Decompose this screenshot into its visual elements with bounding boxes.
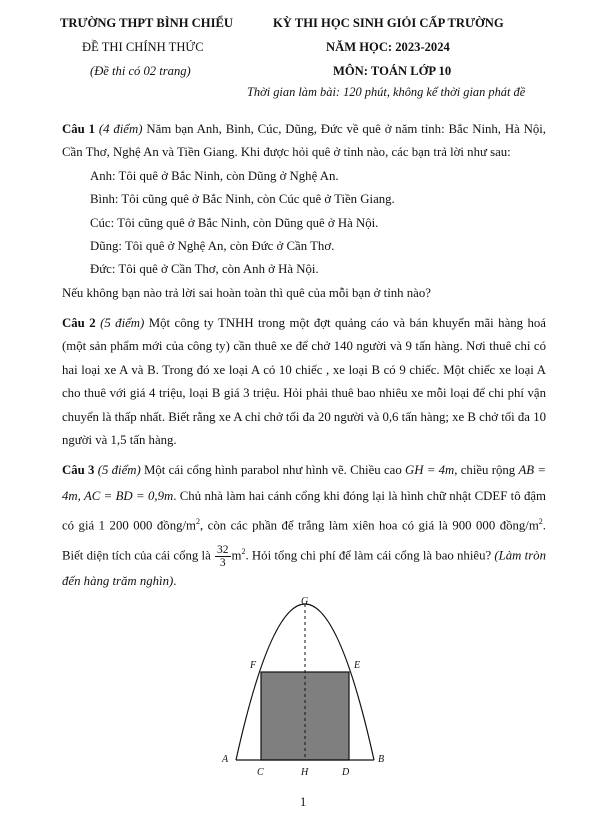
q3-text-1: Một cái cổng hình parabol như hình vẽ. Chiều cao bbox=[140, 463, 405, 477]
q3-sup: 2 bbox=[196, 517, 200, 526]
q1-answer: Cúc: Tôi cũng quê ở Bắc Ninh, còn Dũng quê ở Hà Nội. bbox=[90, 215, 379, 230]
fraction-numerator: 32 bbox=[217, 543, 229, 556]
q2-text: Một công ty TNHH trong một đợt quảng cáo và bán khuyến mãi hàng hoá (một sản phẩm mới của công ty) cần thuê xe để chở 140 người và 9 tấn hàng. Nơi thuê chỉ có hai loại xe A và B. Trong đó xe loại A có 10 chiếc , xe loại B có 9 chiếc. Một chiếc xe loại A cho thuê với giá 4 triệu, loại B giá 3 triệu. Hỏi phải thuê bao nhiêu xe mỗi loại để chi phí vận chuyển là thấp nhất. Biết rằng xe A chỉ chở tối đa 20 người và 0,6 tấn hàng; xe B chở tối đa 10 người và 1,5 tấn hàng. bbox=[62, 316, 546, 448]
q3-text-7: . Hỏi tổng chi phí để làm cái cổng là bao nhiêu? bbox=[245, 548, 495, 563]
q1-answer: Bình: Tôi cũng quê ở Bắc Ninh, còn Cúc quê ở Tiền Giang. bbox=[90, 192, 395, 207]
official-exam-label: ĐỀ THI CHÍNH THỨC bbox=[82, 40, 204, 54]
q3-points: (5 điểm) bbox=[97, 463, 141, 477]
q1-intro: Năm bạn Anh, Bình, Cúc, Dũng, Đức về quê ở năm tỉnh: Bắc Ninh, Hà Nội, Cần Thơ, Nghệ An và Tiền Giang. Khi được hỏi quê ở tỉnh nào, các bạn trả lời như sau: bbox=[62, 122, 546, 160]
q3-sup: 2 bbox=[241, 546, 246, 556]
q1-question: Nếu không bạn nào trả lời sai hoàn toàn thì quê của mỗi bạn ở tỉnh nào? bbox=[62, 285, 431, 300]
q3-text-3: . Chủ nhà làm hai cánh cổng khi đóng lại là hình chữ nhật CDEF tô đậm có giá 1 200 000 đồng/m bbox=[62, 488, 546, 533]
q1-answer: Anh: Tôi quê ở Bắc Ninh, còn Dũng ở Nghệ An. bbox=[90, 168, 339, 183]
label-b: B bbox=[378, 754, 385, 765]
q3-text-4: , còn các phần để trắng làm xiên hoa có giá là 900 000 đồng/m bbox=[200, 518, 539, 533]
label-e: E bbox=[354, 660, 361, 671]
label-f: F bbox=[250, 660, 257, 671]
pages-note: (Đề thi có 02 trang) bbox=[90, 64, 191, 78]
fraction-denominator: 3 bbox=[219, 556, 226, 569]
q2-label: Câu 2 bbox=[62, 316, 96, 330]
page-number: 1 bbox=[300, 795, 307, 809]
subject: MÔN: TOÁN LỚP 10 bbox=[333, 64, 452, 78]
q3-math-ab: AB = 4m, AC = BD = 0,9m bbox=[62, 463, 546, 503]
school-year: NĂM HỌC: 2023-2024 bbox=[326, 40, 450, 54]
q2-points: (5 điểm) bbox=[100, 316, 145, 330]
exam-title: KỲ THI HỌC SINH GIỎI CẤP TRƯỜNG bbox=[273, 16, 504, 30]
school-name: TRƯỜNG THPT BÌNH CHIỂU bbox=[60, 16, 233, 30]
q1-answer: Đức: Tôi quê ở Cần Thơ, còn Anh ở Hà Nội. bbox=[90, 262, 319, 277]
q3-text-5: . Biết diện tích của cái cổng là bbox=[62, 518, 546, 563]
q1-label: Câu 1 bbox=[62, 122, 95, 136]
label-c: C bbox=[257, 767, 264, 778]
q3-label: Câu 3 bbox=[62, 463, 95, 477]
q1-points: (4 điểm) bbox=[98, 122, 143, 136]
q3-sup: 2 bbox=[538, 517, 543, 526]
q3-text-2: , chiều rộng bbox=[454, 463, 516, 477]
label-h: H bbox=[301, 767, 309, 778]
door-rectangle bbox=[261, 672, 349, 760]
q1-answer: Dũng: Tôi quê ở Nghệ An, còn Đức ở Cần Thơ. bbox=[90, 239, 335, 254]
label-d: D bbox=[342, 767, 350, 778]
label-a: A bbox=[222, 754, 229, 765]
q3-math-gh: GH = 4m bbox=[404, 463, 455, 477]
time-note: Thời gian làm bài: 120 phút, không kể thời gian phát đề bbox=[247, 85, 526, 99]
label-g: G bbox=[301, 596, 309, 607]
q3-rounding-note: (Làm tròn đến hàng trăm nghìn) bbox=[62, 548, 546, 588]
q3-end: . bbox=[173, 573, 177, 588]
q3-text-6: m bbox=[231, 548, 242, 563]
